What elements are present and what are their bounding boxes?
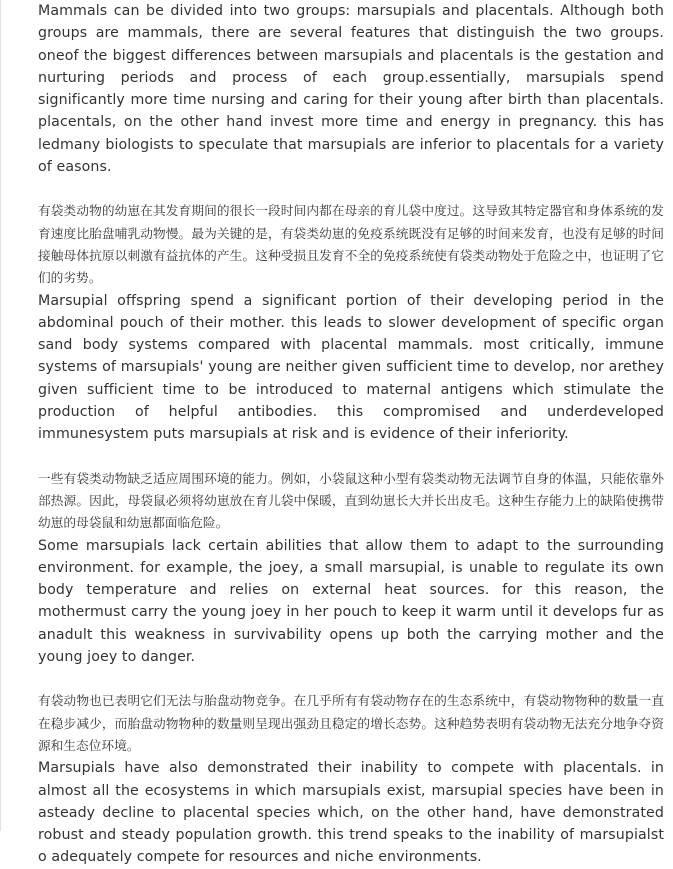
paragraph-spacer	[38, 178, 664, 200]
intro-paragraph-en: Mammals can be divided into two groups: marsupials and placentals. Although both groups are mammals, there are several features that distinguish the two groups. oneof the biggest differences between marsupials and placentals is the gestation and nurturing periods and process of each group.essentially, marsupials spend significantly more time nursing and caring for their young after birth than placentals. placentals, on the other hand invest more time and energy in pregnancy. this has ledmany biologists to speculate that marsupials are inferior to placentals for a variety of easons.	[38, 3, 664, 176]
section-1-paragraph-en: Marsupial offspring spend a significant portion of their developing period in the abdominal pouch of their mother. this leads to slower development of specific organ sand body systems compared with placental mammals. most critically, immune systems of marsupials' young are neither given sufficient time to develop, nor arethey given sufficient time to be introduced to maternal antigens which stimulate the production of helpful antibodies. this compromised and underdeveloped immunesystem puts marsupials at risk and is evidence of their inferiority.	[38, 292, 664, 443]
section-2-paragraph-en: Some marsupials lack certain abilities that allow them to adapt to the surrounding environment. for example, the joey, a small marsupial, is unable to regulate its own body temperature and relies on external heat sources. for this reason, the mothermust carry the young joey in her pouch to keep it warm until it develops fur as anadult this weakness in survivability opens up both the carrying mother and the young joey to danger.	[38, 537, 664, 666]
section-2-paragraph-zh: 一些有袋类动物缺乏适应周围环境的能力。例如，小袋鼠这种小型有袋类动物无法调节自身的体温，只能依靠外部热源。因此，母袋鼠必须将幼崽放在育儿袋中保暖，直到幼崽长大并长出皮毛。这种生存能力上的缺陷使携带幼崽的母袋鼠和幼崽都面临危险。	[38, 470, 664, 531]
section-1-paragraph-zh: 有袋类动物的幼崽在其发育期间的很长一段时间内都在母亲的育儿袋中度过。这导致其特定器官和身体系统的发育速度比胎盘哺乳动物慢。最为关键的是，有袋类幼崽的免疫系统既没有足够的时间来发育，也没有足够的时间接触母体抗原以刺激有益抗体的产生。这种受损且发育不全的免疫系统使有袋类动物处于危险之中，也证明了它们的劣势。	[38, 203, 664, 286]
section-3-paragraph-zh: 有袋动物也已表明它们无法与胎盘动物竞争。在几乎所有有袋动物存在的生态系统中，有袋动物物种的数量一直在稳步减少，而胎盘动物物种的数量则呈现出强劲且稳定的增长态势。这种趋势表明有袋动物无法充分地争夺资源和生态位环境。	[38, 693, 664, 753]
paragraph-spacer	[38, 446, 664, 468]
article-column	[38, 0, 664, 869]
section-3-paragraph-en: Marsupials have also demonstrated their inability to compete with placentals. in almost all the ecosystems in which marsupials exist, marsupial species have been in asteady decline to placental species which, on the other hand, have demonstrated robust and steady population growth. this trend speaks to the inability of marsupialst o adequately compete for resources and niche environments.	[38, 760, 664, 866]
paragraph-spacer	[38, 668, 664, 690]
